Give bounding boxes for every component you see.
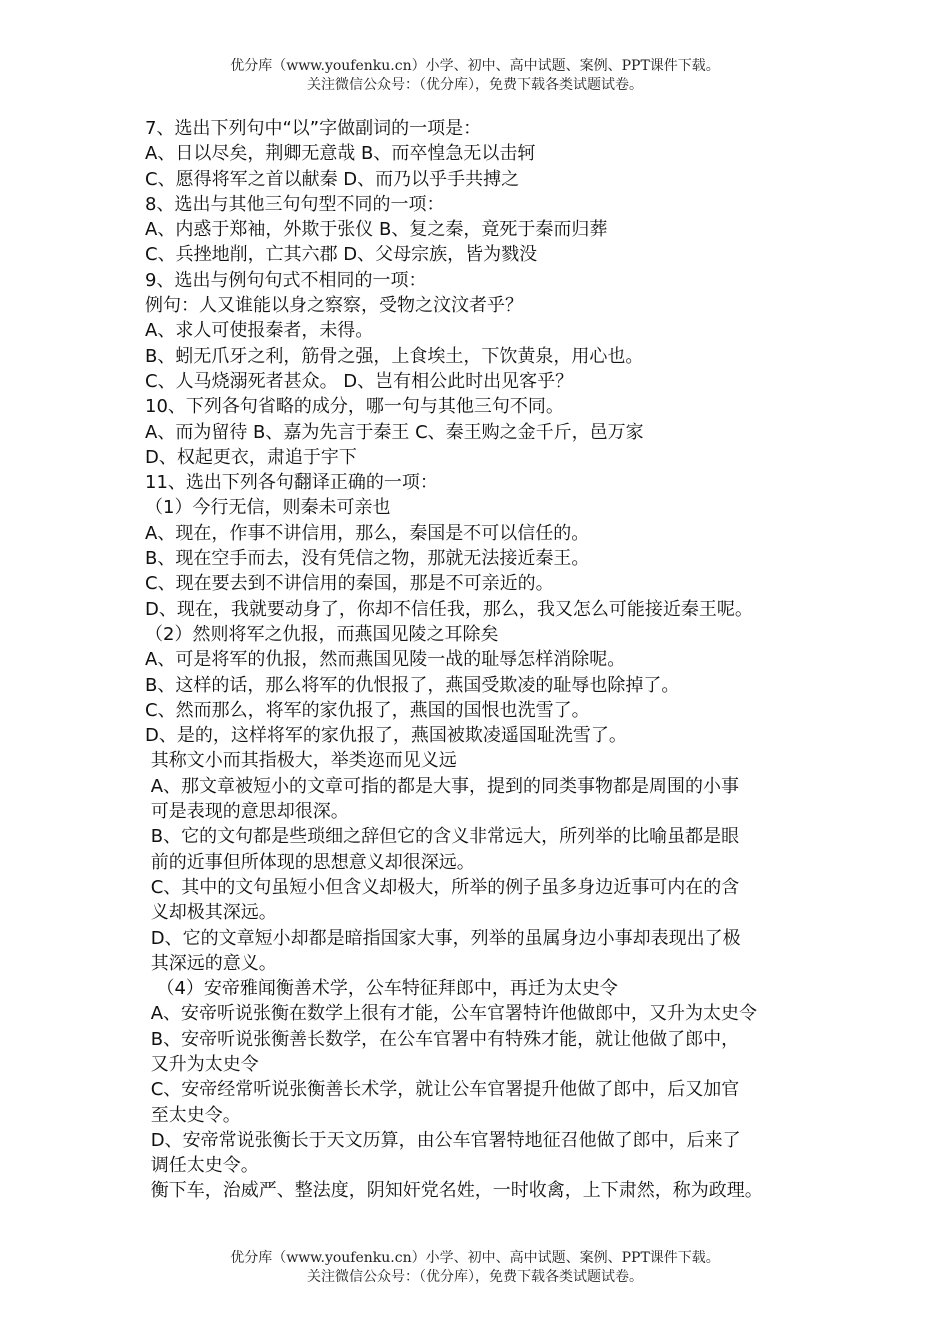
text-line: 其称文小而其指极大，举类迩而见义远 xyxy=(145,750,457,772)
text-line: C、兵挫地削，亡其六郡 D、父母宗族，皆为戮没 xyxy=(145,244,538,266)
text-line: A、而为留待 B、嘉为先言于秦王 C、秦王购之金千斤，邑万家 xyxy=(145,421,644,443)
header-line-2: 关注微信公众号：（优分库），免费下载各类试题试卷。 xyxy=(307,77,643,93)
text-line: 前的近事但所体现的思想意义却很深远。 xyxy=(145,851,475,873)
text-line: 7、选出下列句中“以”字做副词的一项是： xyxy=(145,118,482,139)
text-line: D、权起更衣，肃追于宇下 xyxy=(145,446,357,468)
text-line: C、安帝经常听说张衡善长术学，就让公车官署提升他做了郎中，后又加官 xyxy=(145,1079,740,1101)
text-line: C、现在要去到不讲信用的秦国，那是不可亲近的。 xyxy=(145,573,554,595)
text-line: 其深远的意义。 xyxy=(145,952,277,974)
header-line-1: 优分库（www.youfenku.cn）小学、初中、高中试题、案例、PPT课件下载。 xyxy=(230,58,720,74)
document-body xyxy=(145,116,835,1204)
text-line: B、蚓无爪牙之利，筋骨之强，上食埃土，下饮黄泉，用心也。 xyxy=(145,345,644,367)
text-line: C、愿得将军之首以献秦 D、而乃以乎手共搏之 xyxy=(145,168,520,190)
page-header xyxy=(0,57,950,95)
text-line: A、安帝听说张衡在数学上很有才能，公车官署特许他做郎中，又升为太史令 xyxy=(145,1003,758,1025)
text-line: 可是表现的意思却很深。 xyxy=(145,801,349,823)
text-line: 8、选出与其他三句句型不同的一项： xyxy=(145,193,445,215)
text-line: 9、选出与例句句式不相同的一项： xyxy=(145,269,427,291)
text-line: （1）今行无信，则秦未可亲也 xyxy=(145,497,391,519)
text-line: B、这样的话，那么将军的仇恨报了，燕国受欺凌的耻辱也除掉了。 xyxy=(145,674,680,696)
text-line: 10、下列各句省略的成分，哪一句与其他三句不同。 xyxy=(145,396,564,418)
text-line: A、那文章被短小的文章可指的都是大事，提到的同类事物都是周围的小事 xyxy=(145,775,740,797)
text-line: 衡下车，治威严、整法度，阴知奸党名姓，一时收禽，上下肃然，称为政理。 xyxy=(145,1180,763,1202)
text-line: D、它的文章短小却都是暗指国家大事，列举的虽属身边小事却表现出了极 xyxy=(145,927,741,949)
text-line: A、现在，作事不讲信用，那么，秦国是不可以信任的。 xyxy=(145,522,590,544)
text-line: A、求人可使报秦者，未得。 xyxy=(145,320,374,342)
text-line: （4）安帝雅闻衡善术学，公车特征拜郎中，再迁为太史令 xyxy=(145,978,618,1000)
text-line: B、它的文句都是些琐细之辞但它的含义非常远大，所列举的比喻虽都是眼 xyxy=(145,826,740,848)
text-line: 义却极其深远。 xyxy=(145,902,277,924)
text-line: C、人马烧溺死者甚众。 D、岂有相公此时出见客乎？ xyxy=(145,370,574,392)
text-line: D、现在，我就要动身了，你却不信任我，那么，我又怎么可能接近秦王呢。 xyxy=(145,598,753,620)
text-line: B、现在空手而去，没有凭信之物，那就无法接近秦王。 xyxy=(145,548,590,570)
text-line: A、内惑于郑袖，外欺于张仪 B、复之秦，竟死于秦而归葬 xyxy=(145,219,608,241)
text-line: 调任太史令。 xyxy=(145,1155,259,1177)
text-line: 又升为太史令 xyxy=(145,1053,259,1075)
text-line: A、可是将军的仇报，然而燕国见陵一战的耻辱怎样消除呢。 xyxy=(145,649,626,671)
footer-line-1: 优分库（www.youfenku.cn）小学、初中、高中试题、案例、PPT课件下载。 xyxy=(230,1250,720,1266)
text-line: 至太史令。 xyxy=(145,1104,241,1126)
text-line: 例句：人又谁能以身之察察，受物之汶汶者乎？ xyxy=(145,295,523,317)
footer-line-2: 关注微信公众号：（优分库），免费下载各类试题试卷。 xyxy=(307,1269,643,1285)
text-line: A、日以尽矣，荆卿无意哉 B、而卒惶急无以击轲 xyxy=(145,143,536,165)
text-line: C、然而那么，将军的家仇报了，燕国的国恨也洗雪了。 xyxy=(145,699,590,721)
text-line: C、其中的文句虽短小但含义却极大，所举的例子虽多身边近事可内在的含 xyxy=(145,876,740,898)
text-line: 11、选出下列各句翻译正确的一项： xyxy=(145,472,438,494)
text-line: B、安帝听说张衡善长数学，在公车官署中有特殊才能，就让他做了郎中， xyxy=(145,1028,740,1050)
text-line: （2）然则将军之仇报，而燕国见陵之耳除矣 xyxy=(145,623,499,645)
text-line: D、安帝常说张衡长于天文历算，由公车官署特地征召他做了郎中，后来了 xyxy=(145,1129,741,1151)
text-line: D、是的，这样将军的家仇报了，燕国被欺凌遥国耻洗雪了。 xyxy=(145,725,627,747)
page-footer xyxy=(0,1249,950,1287)
